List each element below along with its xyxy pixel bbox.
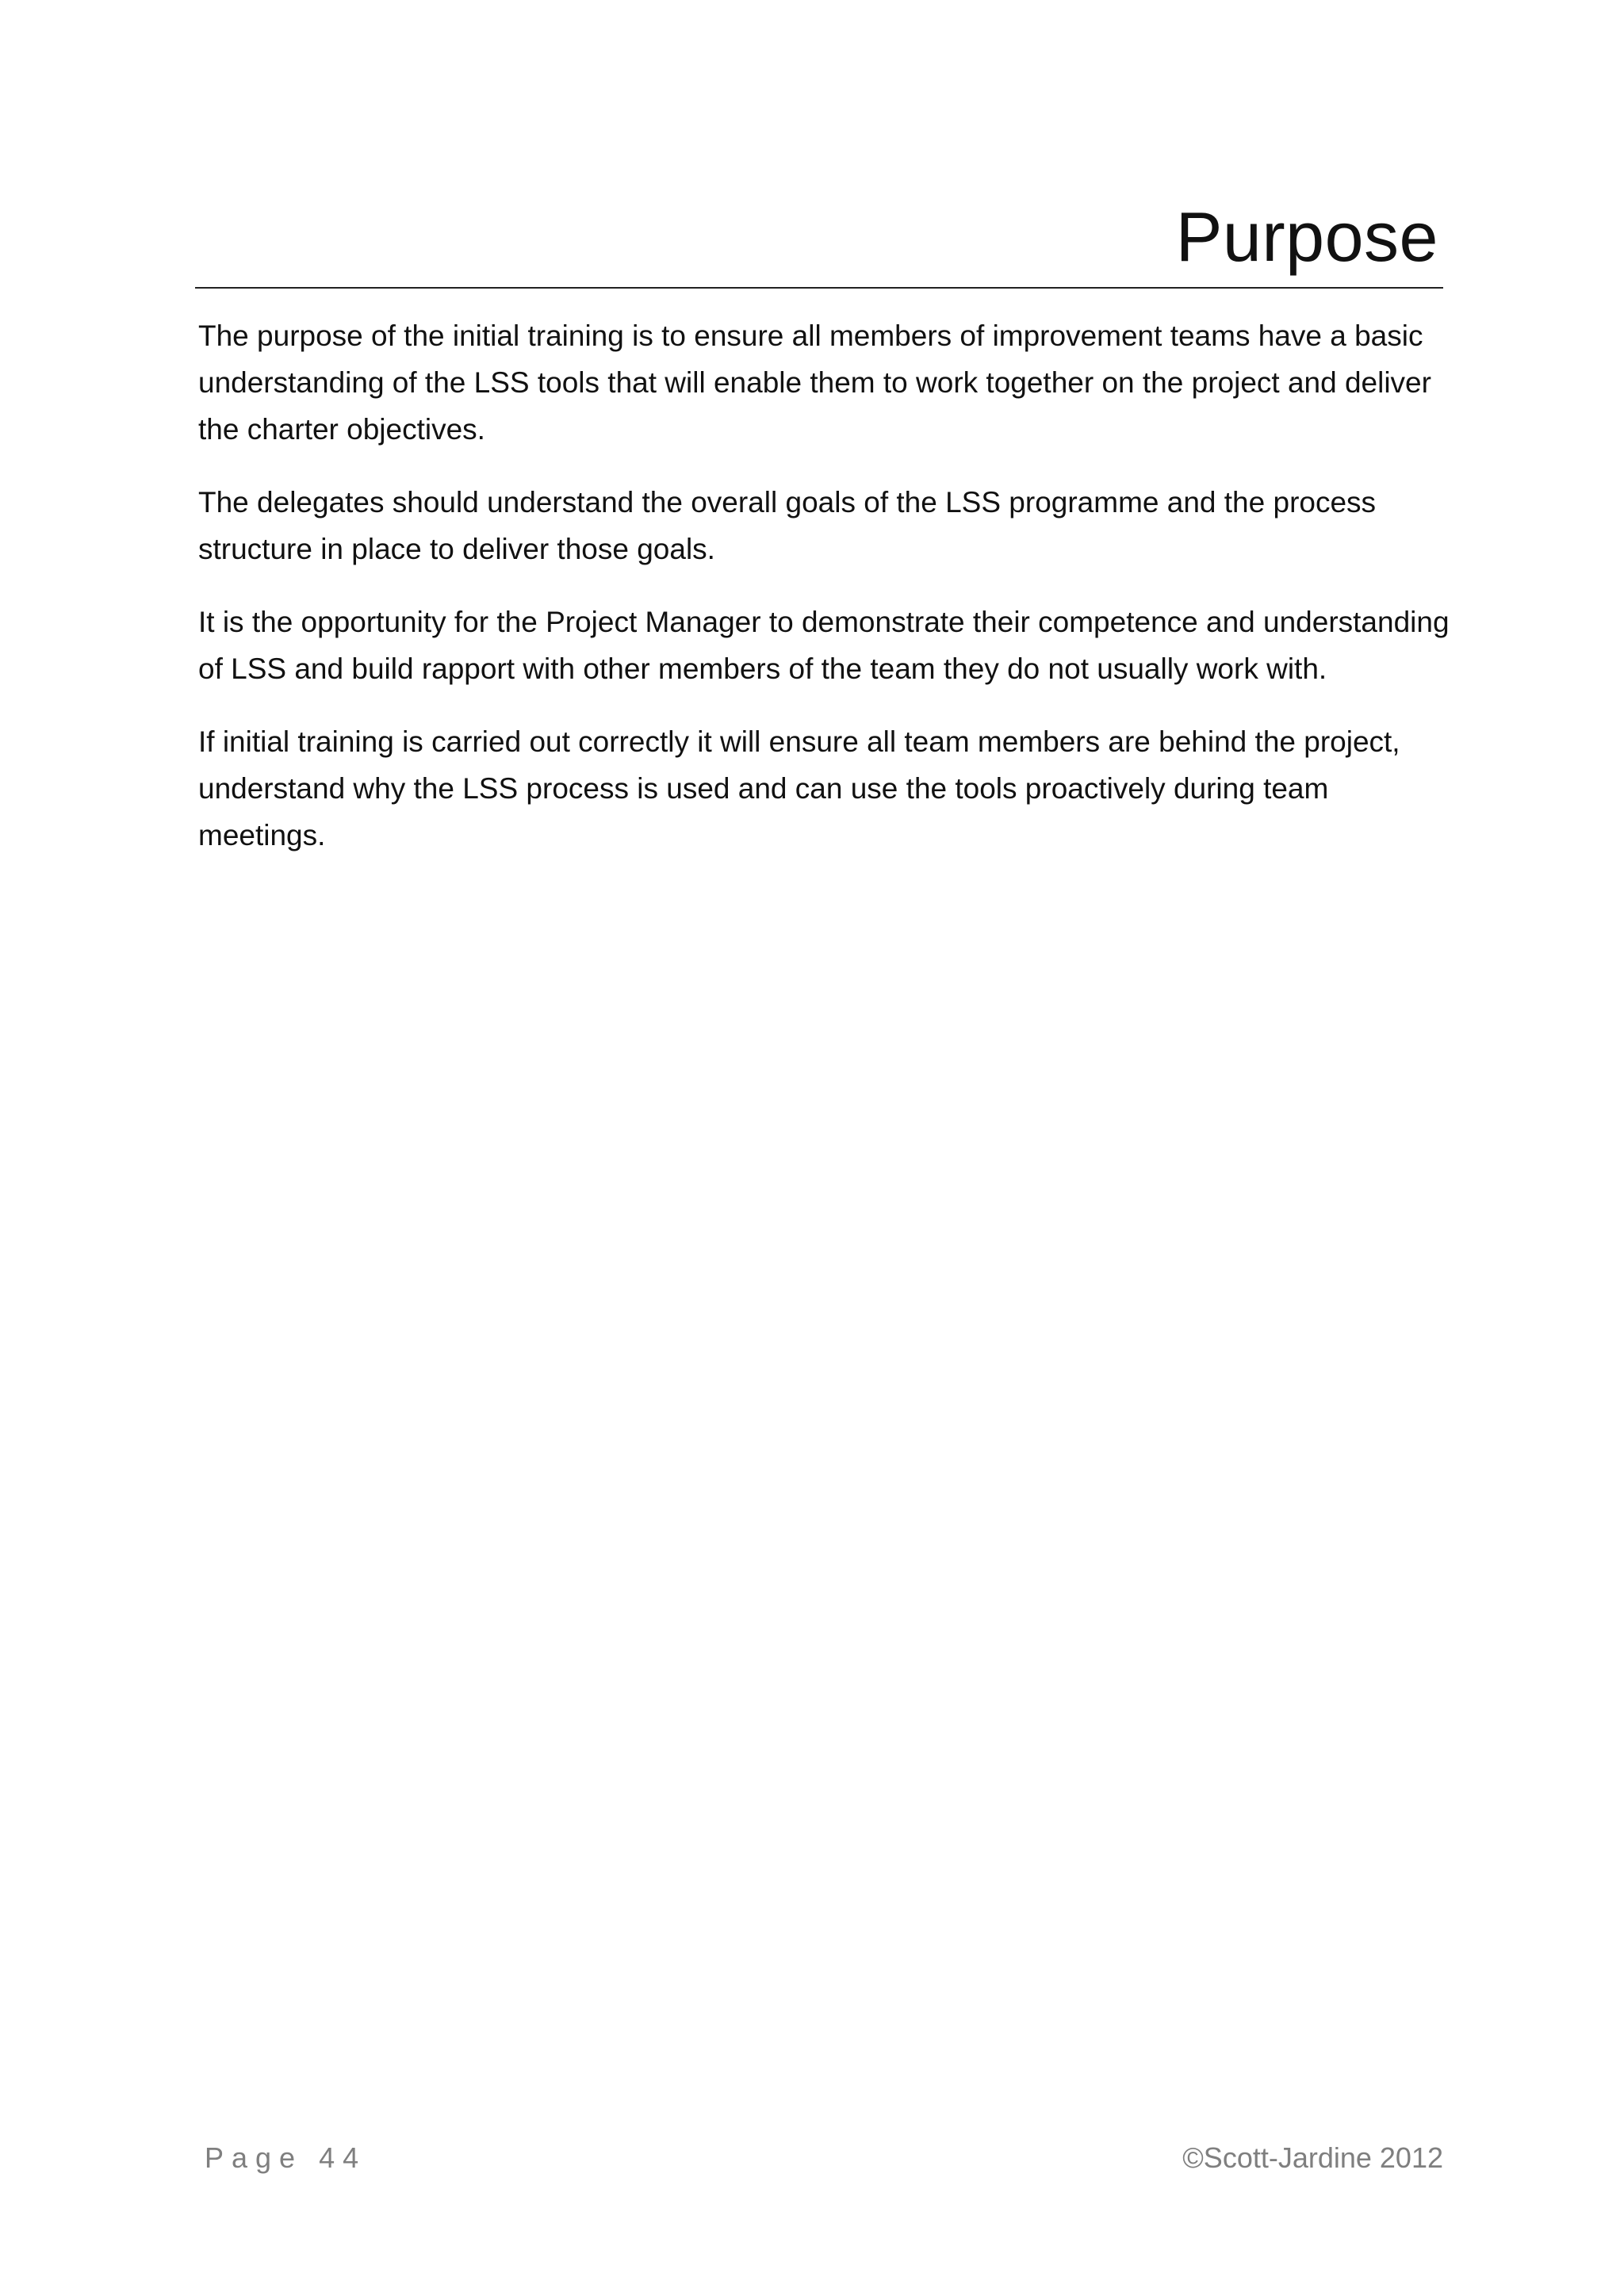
paragraph-3: It is the opportunity for the Project Manager to demonstrate their competence and understanding of LSS and build rapport with other members of the team they do not usually work with.: [198, 606, 1450, 685]
body-text: [198, 312, 1459, 885]
paragraph-4: If initial training is carried out correctly it will ensure all team members are behind the project, understand why the LSS process is used and can use the tools proactively during team meetings.: [198, 725, 1400, 851]
page-heading: Purpose: [1175, 197, 1438, 276]
copyright-notice: ©Scott-Jardine 2012: [1182, 2141, 1443, 2174]
paragraph-2: The delegates should understand the overall goals of the LSS programme and the process structure in place to deliver those goals.: [198, 486, 1377, 565]
paragraph-1: The purpose of the initial training is to ensure all members of improvement teams have a basic understanding of the LSS tools that will enable them to work together on the project and deliver the charter objectives.: [198, 320, 1431, 446]
page-number: Page 44: [205, 2141, 367, 2174]
heading-divider: [195, 287, 1443, 289]
